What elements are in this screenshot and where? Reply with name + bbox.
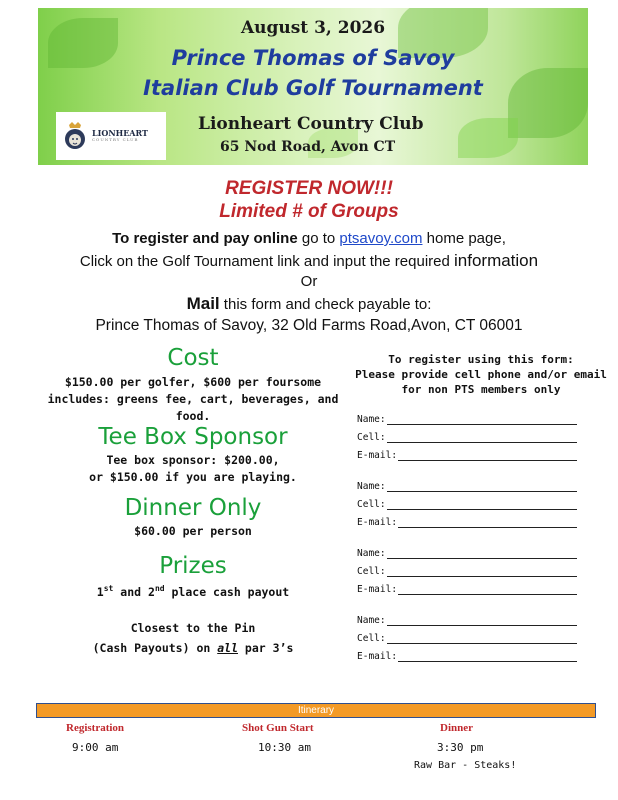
or-separator: Or bbox=[300, 273, 318, 290]
name-label: Name: bbox=[357, 615, 386, 626]
name-line[interactable] bbox=[387, 414, 577, 425]
online-instructions-2 bbox=[0, 251, 618, 271]
mail-rest-text: this form and check payable to: bbox=[219, 296, 432, 313]
raw-bar-note: Raw Bar - Steaks! bbox=[414, 760, 517, 771]
name-label: Name: bbox=[357, 481, 386, 492]
shotgun-time: 10:30 am bbox=[258, 741, 311, 754]
name-field[interactable] bbox=[357, 481, 577, 492]
name-line[interactable] bbox=[387, 481, 577, 492]
line2-start: Click on the Golf Tournament link and input the required bbox=[79, 253, 454, 270]
ptsavoy-link[interactable]: ptsavoy.com bbox=[339, 230, 423, 247]
event-banner bbox=[38, 8, 588, 165]
email-field[interactable] bbox=[357, 584, 577, 595]
email-line[interactable] bbox=[398, 517, 577, 528]
event-title-line1: Prince Thomas of Savoy bbox=[171, 46, 455, 70]
lion-crest-icon bbox=[62, 121, 88, 151]
email-label: E-mail: bbox=[357, 584, 398, 595]
payout-a: (Cash Payouts) on bbox=[92, 641, 218, 655]
name-label: Name: bbox=[357, 414, 386, 425]
cost-heading: Cost bbox=[167, 345, 219, 371]
online-go-text: go to bbox=[297, 230, 340, 247]
payout-b: par 3’s bbox=[238, 641, 294, 655]
prize-and: and bbox=[113, 584, 148, 599]
cell-field[interactable] bbox=[357, 566, 577, 577]
form-head2: Please provide cell phone and/or email bbox=[355, 368, 607, 381]
logo-subtitle: COUNTRY CLUB bbox=[92, 137, 139, 143]
leaf-decoration bbox=[458, 118, 518, 158]
prize-first-sup: st bbox=[103, 584, 114, 593]
online-bold-text: To register and pay online bbox=[112, 230, 298, 247]
cell-label: Cell: bbox=[357, 633, 386, 644]
cell-field[interactable] bbox=[357, 499, 577, 510]
prize-rest: place cash payout bbox=[164, 584, 290, 599]
name-label: Name: bbox=[357, 548, 386, 559]
dinner-time: 3:30 pm bbox=[437, 741, 484, 754]
online-end-text: home page, bbox=[422, 230, 506, 247]
prizes-heading: Prizes bbox=[159, 553, 227, 579]
logo-name: LIONHEART bbox=[92, 128, 148, 139]
shotgun-heading: Shot Gun Start bbox=[242, 722, 314, 734]
name-field[interactable] bbox=[357, 615, 577, 626]
cell-label: Cell: bbox=[357, 499, 386, 510]
registration-heading: Registration bbox=[66, 722, 125, 734]
cell-label: Cell: bbox=[357, 432, 386, 443]
cell-line[interactable] bbox=[387, 633, 577, 644]
mail-address: Prince Thomas of Savoy, 32 Old Farms Road,Avon, CT 06001 bbox=[95, 317, 523, 334]
cost-line2: includes: greens fee, cart, beverages, and food. bbox=[47, 392, 339, 423]
email-label: E-mail: bbox=[357, 651, 398, 662]
event-date: August 3, 2026 bbox=[240, 18, 386, 38]
form-head3: for non PTS members only bbox=[401, 383, 561, 396]
tee-sponsor-heading: Tee Box Sponsor bbox=[98, 424, 288, 450]
name-line[interactable] bbox=[387, 615, 577, 626]
prizes-line1 bbox=[38, 580, 348, 601]
cell-field[interactable] bbox=[357, 432, 577, 443]
email-line[interactable] bbox=[398, 651, 577, 662]
name-line[interactable] bbox=[387, 548, 577, 559]
email-label: E-mail: bbox=[357, 450, 398, 461]
cell-label: Cell: bbox=[357, 566, 386, 577]
online-instructions bbox=[0, 230, 618, 247]
prize-first: 1 bbox=[96, 584, 104, 599]
itinerary-bar: Itinerary bbox=[36, 703, 596, 718]
form-head1: To register using this form: bbox=[388, 353, 574, 366]
tee-line1: Tee box sponsor: $200.00, bbox=[106, 453, 280, 467]
email-label: E-mail: bbox=[357, 517, 398, 528]
cell-line[interactable] bbox=[387, 432, 577, 443]
club-name: Lionheart Country Club bbox=[198, 114, 424, 134]
cell-line[interactable] bbox=[387, 566, 577, 577]
name-field[interactable] bbox=[357, 548, 577, 559]
prize-second-sup: nd bbox=[154, 584, 165, 593]
mail-bold-text: Mail bbox=[186, 294, 220, 313]
form-instructions bbox=[350, 352, 612, 397]
name-field[interactable] bbox=[357, 414, 577, 425]
register-subheadline: Limited # of Groups bbox=[219, 201, 399, 222]
cash-payouts bbox=[38, 640, 348, 657]
email-line[interactable] bbox=[398, 584, 577, 595]
tee-line2: or $150.00 if you are playing. bbox=[89, 470, 297, 484]
email-field[interactable] bbox=[357, 450, 577, 461]
cost-line1: $150.00 per golfer, $600 per foursome bbox=[64, 375, 322, 389]
lionheart-logo bbox=[56, 112, 166, 160]
email-field[interactable] bbox=[357, 517, 577, 528]
dinner-line1: $60.00 per person bbox=[134, 524, 252, 538]
cell-field[interactable] bbox=[357, 633, 577, 644]
dinner-heading: Dinner Only bbox=[124, 495, 262, 521]
club-address: 65 Nod Road, Avon CT bbox=[220, 139, 396, 155]
closest-pin: Closest to the Pin bbox=[130, 621, 256, 635]
email-line[interactable] bbox=[398, 450, 577, 461]
email-field[interactable] bbox=[357, 651, 577, 662]
line2-end: information bbox=[454, 251, 539, 270]
payout-all: all bbox=[217, 641, 238, 655]
prize-second: 2 bbox=[148, 584, 155, 599]
mail-instructions bbox=[0, 294, 618, 314]
event-title-line2: Italian Club Golf Tournament bbox=[143, 76, 483, 100]
register-headline: REGISTER NOW!!! bbox=[225, 178, 393, 199]
dinner-heading-itinerary: Dinner bbox=[440, 722, 473, 734]
cell-line[interactable] bbox=[387, 499, 577, 510]
registration-time: 9:00 am bbox=[72, 741, 119, 754]
